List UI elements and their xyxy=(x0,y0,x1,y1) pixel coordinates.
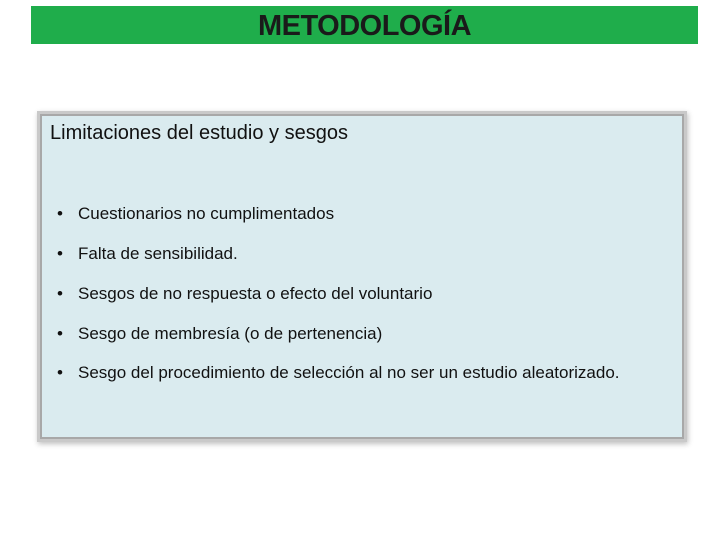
bullet-icon: • xyxy=(57,363,63,382)
list-item xyxy=(48,314,668,354)
bullet-icon: • xyxy=(57,284,63,303)
list-item-text: Sesgo de membresía (o de pertenencia) xyxy=(78,324,383,343)
list-item-text: Sesgos de no respuesta o efecto del voluntario xyxy=(78,284,433,303)
list-item xyxy=(48,194,668,234)
title-bar xyxy=(31,6,698,44)
list-item-text: Sesgo del procedimiento de selección al no ser un estudio aleatorizado. xyxy=(78,363,620,382)
bullet-icon: • xyxy=(57,324,63,343)
bullet-list xyxy=(48,194,668,391)
content-box xyxy=(40,114,684,439)
slide-title: METODOLOGÍA xyxy=(257,9,472,42)
list-item xyxy=(48,274,668,314)
bullet-icon: • xyxy=(57,244,63,263)
list-item-text: Cuestionarios no cumplimentados xyxy=(78,204,335,223)
list-item xyxy=(48,234,668,274)
box-heading: Limitaciones del estudio y sesgos xyxy=(50,122,348,144)
list-item xyxy=(48,354,668,391)
bullet-icon: • xyxy=(57,204,63,223)
list-item-text: Falta de sensibilidad. xyxy=(78,244,238,263)
